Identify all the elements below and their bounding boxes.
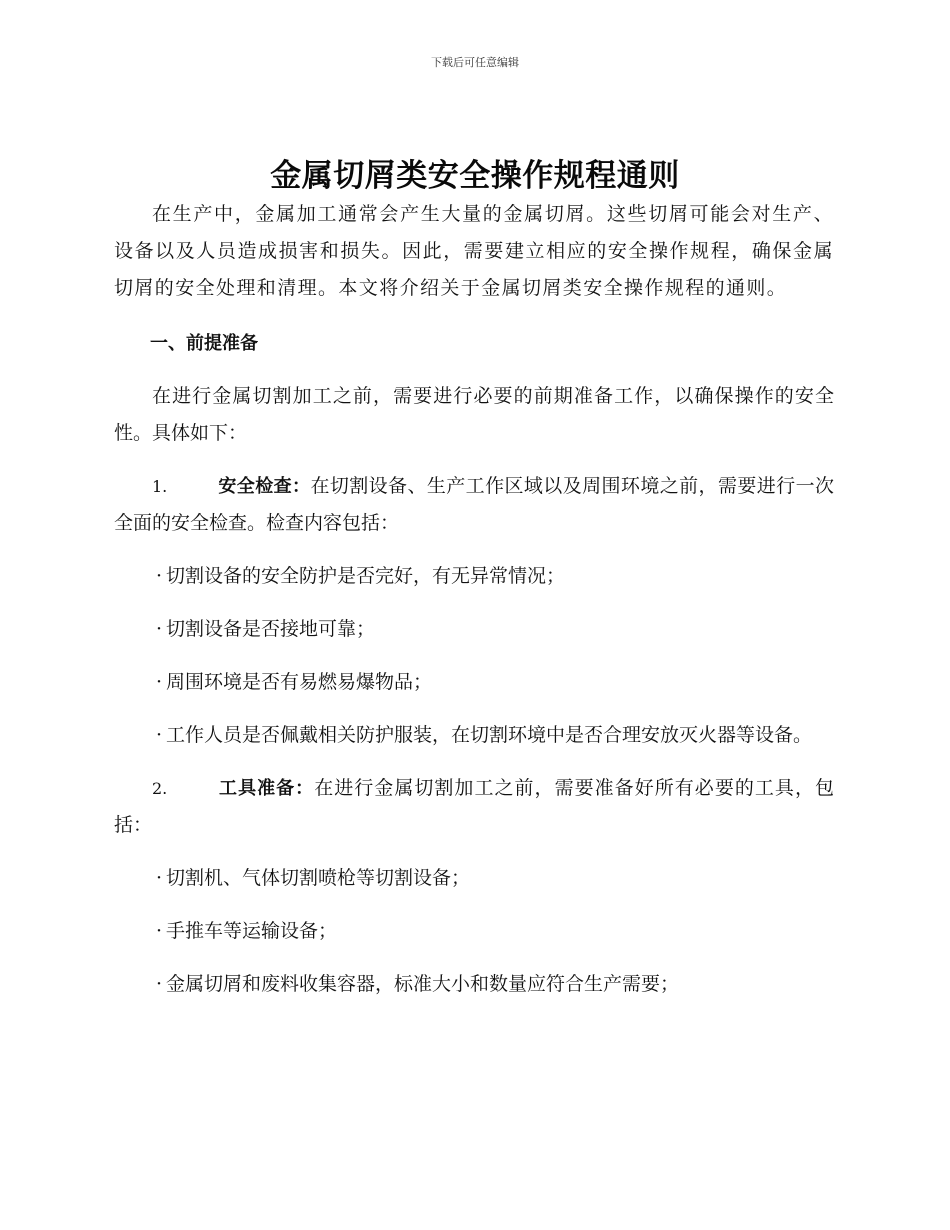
page-title: 金属切屑类安全操作规程通则 bbox=[270, 158, 680, 194]
numbered-item-safety-check bbox=[114, 468, 834, 542]
bullet-item bbox=[114, 611, 834, 648]
bullet-text: 工作人员是否佩戴相关防护服装，在切割环境中是否合理安放灭火器等设备。 bbox=[166, 724, 813, 746]
bullet-text: 手推车等运输设备； bbox=[166, 920, 338, 942]
item-term: 安全检查： bbox=[218, 476, 311, 497]
bullet-text: 切割机、气体切割喷枪等切割设备； bbox=[166, 867, 471, 889]
document-body bbox=[114, 196, 834, 1003]
bullet-item bbox=[114, 860, 834, 897]
bullet-text: 周围环境是否有易燃易爆物品； bbox=[166, 671, 433, 693]
section-heading: 一、前提准备 bbox=[150, 333, 258, 354]
bullet-text: 切割设备的安全防护是否完好，有无异常情况； bbox=[166, 565, 566, 587]
item-text: 在切割设备、生产工作区域以及周围环境之前，需要进行一次全面的安全检查。检查内容包括： bbox=[114, 475, 834, 534]
bullet-text: 切割设备是否接地可靠； bbox=[166, 618, 376, 640]
bullet-dot: · bbox=[156, 671, 163, 693]
bullet-item bbox=[114, 966, 834, 1003]
bullet-dot: · bbox=[156, 867, 163, 889]
bullet-item bbox=[114, 558, 834, 595]
bullet-dot: · bbox=[156, 618, 163, 640]
bullet-dot: · bbox=[156, 724, 163, 746]
item-text: 在进行金属切割加工之前，需要准备好所有必要的工具，包括： bbox=[114, 777, 834, 836]
bullet-item bbox=[114, 717, 834, 754]
intro-paragraph: 在生产中，金属加工通常会产生大量的金属切屑。这些切屑可能会对生产、设备以及人员造成损害和损失。因此，需要建立相应的安全操作规程，确保金属切屑的安全处理和清理。本文将介绍关于金属切屑类安全操作规程的通则。 bbox=[114, 203, 834, 299]
bullet-item bbox=[114, 913, 834, 950]
section-lead-paragraph: 在进行金属切割加工之前，需要进行必要的前期准备工作，以确保操作的安全性。具体如下： bbox=[114, 385, 834, 444]
item-number: 2. bbox=[152, 779, 168, 798]
bullet-item bbox=[114, 664, 834, 701]
bullet-text: 金属切屑和废料收集容器，标准大小和数量应符合生产需要； bbox=[166, 973, 680, 995]
bullet-dot: · bbox=[156, 565, 163, 587]
header-note: 下载后可任意编辑 bbox=[431, 56, 519, 69]
bullet-dot: · bbox=[156, 973, 163, 995]
bullet-dot: · bbox=[156, 920, 163, 942]
item-term: 工具准备： bbox=[218, 778, 315, 799]
numbered-item-tool-prep bbox=[114, 770, 834, 844]
item-number: 1. bbox=[152, 477, 168, 496]
